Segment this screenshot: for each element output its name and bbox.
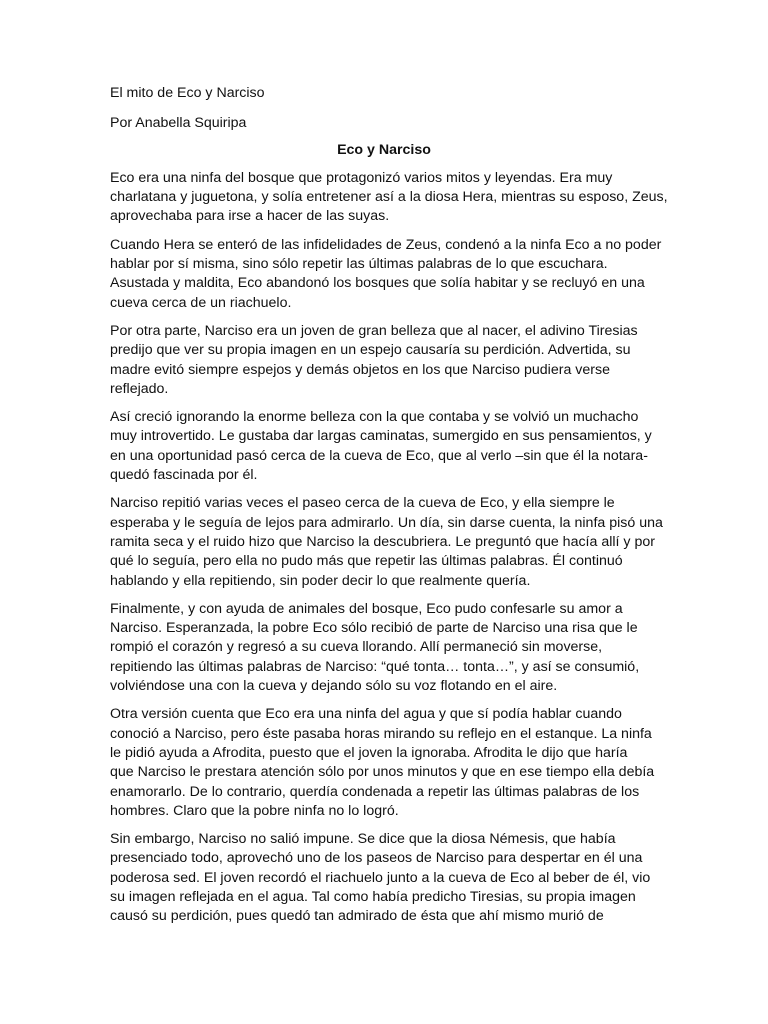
paragraph-line: causó su perdición, pues quedó tan admirado de ésta que ahí mismo murió de xyxy=(110,908,604,925)
document-title xyxy=(110,84,658,103)
document-title-text: El mito de Eco y Narciso xyxy=(110,85,265,101)
paragraph-line: Asustada y maldita, Eco abandonó los bosques que solía habitar y se recluyó en una xyxy=(110,275,645,292)
paragraph xyxy=(110,830,658,926)
paragraph-line: Otra versión cuenta que Eco era una ninfa del agua y que sí podía hablar cuando xyxy=(110,706,622,723)
paragraph xyxy=(110,236,662,313)
paragraph-line: repitiendo las últimas palabras de Narciso: “qué tonta… tonta…”, y así se consumió, xyxy=(110,658,640,675)
paragraph-line: le pidió ayuda a Afrodita, puesto que el joven la ignoraba. Afrodita le dijo que haría xyxy=(110,744,628,761)
paragraph-line: Así creció ignorando la enorme belleza con la que contaba y se volvió un muchacho xyxy=(110,409,639,426)
spacer xyxy=(110,134,658,141)
paragraph-line: rompió el corazón y regresó a su cueva llorando. Allí permaneció sin moverse, xyxy=(110,639,603,656)
paragraph-line: ramita seca y el ruido hizo que Narciso la descubriera. Le preguntó que hacía allí y por xyxy=(110,533,655,550)
paragraph xyxy=(110,494,663,590)
document-author-text: Por Anabella Squiripa xyxy=(110,115,247,132)
paragraph xyxy=(110,705,658,821)
spacer xyxy=(110,160,658,169)
paragraph-line: enamorarlo. De lo contrario, querdía condenada a repetir las últimas palabras de los xyxy=(110,783,640,800)
paragraph-line: poderosa sed. El joven recordó el riachuelo junto a la cueva de Eco al beber de él, vio xyxy=(110,869,651,886)
paragraph-line: presenciado todo, aprovechó uno de los paseos de Narciso para despertar en él una xyxy=(110,850,643,867)
paragraph-line: muy introvertido. Le gustaba dar largas caminatas, sumergido en sus pensamientos, y xyxy=(110,428,652,445)
paragraph-line: qué lo seguía, pero ella no pudo más que repetir las últimas palabras. Él continuó xyxy=(110,553,623,570)
paragraph-line: hombres. Claro que la pobre ninfa no lo logró. xyxy=(110,802,399,819)
paragraph-line: quedó fascinada por él. xyxy=(110,467,258,484)
paragraph-line: Finalmente, y con ayuda de animales del bosque, Eco pudo confesarle su amor a xyxy=(110,600,623,617)
spacer xyxy=(110,103,658,114)
paragraph-line: Sin embargo, Narciso no salió impune. Se dice que la diosa Némesis, que había xyxy=(110,831,616,848)
section-heading xyxy=(110,141,658,160)
paragraph xyxy=(110,408,658,485)
document-body xyxy=(110,84,668,936)
paragraph-line: hablar por sí misma, sino sólo repetir las últimas palabras de lo que escuchara. xyxy=(110,256,608,273)
paragraph xyxy=(110,322,658,399)
paragraph-line: charlatana y juguetona, y solía entretener así a la diosa Hera, mientras su esposo, Zeus, xyxy=(110,189,668,206)
paragraph-line: Por otra parte, Narciso era un joven de gran belleza que al nacer, el adivino Tiresias xyxy=(110,322,638,339)
paragraph-line: cueva cerca de un riachuelo. xyxy=(110,294,292,311)
paragraph-line: Narciso. Esperanzada, la pobre Eco sólo recibió de parte de Narciso una risa que le xyxy=(110,620,638,637)
paragraph xyxy=(110,600,658,696)
paragraph-line: que Narciso le prestara atención sólo por unos minutos y que en ese tiempo ella debía xyxy=(110,764,655,781)
paragraph-line: madre evitó siempre espejos y demás objetos en los que Narciso pudiera verse xyxy=(110,361,610,378)
paragraph-line: reflejado. xyxy=(110,380,169,397)
paragraph xyxy=(110,169,668,227)
section-heading-text: Eco y Narciso xyxy=(337,141,431,158)
paragraph-line: esperaba y le seguía de lejos para admirarlo. Un día, sin darse cuenta, la ninfa pisó una xyxy=(110,514,663,531)
document-author xyxy=(110,114,658,133)
paragraph-line: su imagen reflejada en el agua. Tal como había predicho Tiresias, su propia imagen xyxy=(110,888,636,905)
paragraph-line: predijo que ver su propia imagen en un espejo causaría su perdición. Advertida, su xyxy=(110,342,631,359)
paragraph-line: hablando y ella repitiendo, sin poder decir lo que realmente quería. xyxy=(110,572,531,589)
paragraph-line: conoció a Narciso, pero éste pasaba horas mirando su reflejo en el estanque. La ninfa xyxy=(110,725,652,742)
paragraph-line: aprovechaba para irse a hacer de las suyas. xyxy=(110,208,390,225)
paragraph-line: volviéndose una con la cueva y dejando sólo su voz flotando en el aire. xyxy=(110,678,558,695)
paragraph-line: en una oportunidad pasó cerca de la cueva de Eco, que al verlo –sin que él la notara- xyxy=(110,447,648,464)
paragraph-line: Narciso repitió varias veces el paseo cerca de la cueva de Eco, y ella siempre le xyxy=(110,495,615,512)
paragraph-line: Cuando Hera se enteró de las infidelidades de Zeus, condenó a la ninfa Eco a no poder xyxy=(110,236,662,253)
paragraph-line: Eco era una ninfa del bosque que protagonizó varios mitos y leyendas. Era muy xyxy=(110,169,613,186)
